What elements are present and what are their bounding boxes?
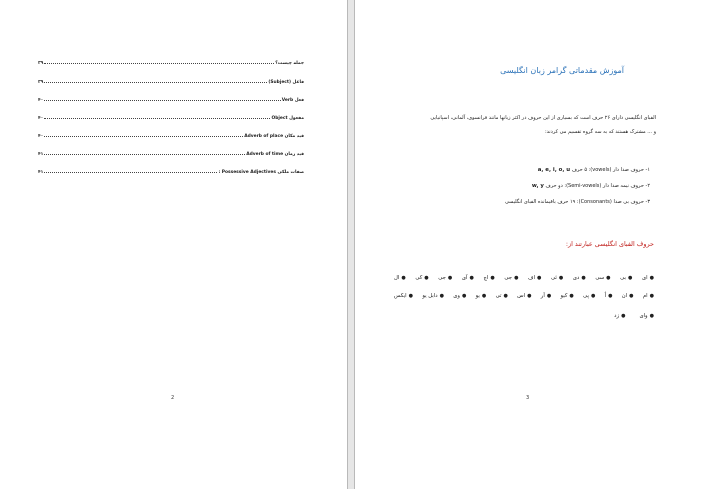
alphabet-letter: ● دابل یو [422,293,444,299]
alphabet-letter: ● جی [438,275,452,281]
toc-dot-leader [44,100,280,101]
alphabet-letter: ● دی [573,275,586,281]
toc-entry[interactable] [38,165,304,175]
letter-type-text: ۳- حروف بی صدا (Consonants): ۱۹ حرف باقیمانده الفبای انگلیسی [504,199,650,205]
toc-entry-title: قید مکان Adverb of place [244,134,304,139]
alphabet-letter: ● بی [620,275,632,281]
left-page [0,0,347,489]
page-gutter [347,0,355,489]
toc-dot-leader [44,136,243,137]
page-number: 3 [526,395,530,401]
alphabet-letter: ● سی [595,275,610,281]
toc-entry-page: ۴۰ [38,98,44,103]
toc-dot-leader [44,63,274,64]
alphabet-letter: ● اُ [605,293,613,299]
alphabet-row [394,275,654,281]
alphabet-letter: ● کی [415,275,428,281]
letter-type-item [505,199,650,205]
alphabet-letter: ● کیو [561,293,574,299]
toc-entry-page: ۴۰ [38,134,44,139]
page-number: 2 [171,395,175,401]
alphabet-letter: ● تی [496,293,508,299]
toc-dot-leader [44,172,217,173]
toc-entry[interactable] [38,147,304,157]
intro-line: و ... مشترک هستند که به سه گروه تقسیم می کردند: [544,129,656,135]
alphabet-letter: ● وی [453,293,466,299]
toc-entry[interactable] [38,93,304,103]
toc-entry-title: جمله چیست؟ [275,61,304,66]
alphabet-letter: ● اف [528,275,541,281]
alphabet-letter: ● یو [476,293,487,299]
toc-entry-page: ۴۱ [38,170,44,175]
alphabet-row [394,293,654,299]
alphabet-row [614,313,654,319]
alphabet-letter: ● ای [642,275,654,281]
alphabet-letter: ● آی [462,275,474,281]
page-heading: آموزش مقدماتی گرامر زبان انگلیسی [500,66,624,75]
toc-dot-leader [44,118,270,119]
alphabet-letter: ● پی [583,293,595,299]
alphabet-letter: ● ان [622,293,634,299]
toc-entry-title: فاعل (Subject) [268,80,304,85]
right-page [355,0,702,489]
intro-paragraph [398,111,656,139]
toc-dot-leader [44,82,267,83]
intro-line: الفبای انگلیسی دارای ۲۶ حرف است که بسیاری از این حروف در اکثر زبانها مانند فرانسوی، آلمانی، اسپانیایی [430,115,656,121]
alphabet-letter: ● جی [504,275,518,281]
alphabet-letter: ● اس [517,293,531,299]
toc-entry[interactable] [38,111,304,121]
toc-entry-title: قید زمان Adverb of time [246,152,304,157]
letter-type-text: ۲- حروف نیمه صدا دار (Semi-vowels): دو حرف [545,183,650,189]
toc-entry-page: ۴۱ [38,152,44,157]
toc-entry[interactable] [38,129,304,139]
alphabet-letter: ● ام [643,293,654,299]
alphabet-letter: ● ال [394,275,406,281]
toc-dot-leader [44,154,245,155]
alphabet-letter: ● وای [639,313,654,319]
alphabet-letter: ● آر [541,293,551,299]
alphabet-heading: حروف الفبای انگلیسی عبارتند از: [565,240,654,248]
alphabet-letter: ● زد [614,313,625,319]
letter-type-letters: a, e, i, o, u [537,167,571,173]
toc-entry-title: مفعول Object [271,116,304,121]
toc-entry-page: ۴۰ [38,116,44,121]
toc-entry-page: ۳۹ [38,80,44,85]
letter-type-item [532,183,650,189]
toc-entry[interactable] [38,56,304,66]
alphabet-letter: ● اچ [483,275,494,281]
toc-entry-title: صفات ملکی Possessive Adjectives : [218,170,304,175]
toc-entry[interactable] [38,75,304,85]
letter-type-text: ۱- حروف صدا دار (vowels): ۵ حرف [571,167,650,173]
alphabet-letter: ● ایکس [394,293,413,299]
letter-type-letters: w, y [531,183,544,189]
toc-entry-title: فعل Verb [281,98,304,103]
toc-entry-page: ۳۹ [38,61,44,66]
letter-type-item [538,167,650,173]
alphabet-letter: ● ئی [551,275,563,281]
